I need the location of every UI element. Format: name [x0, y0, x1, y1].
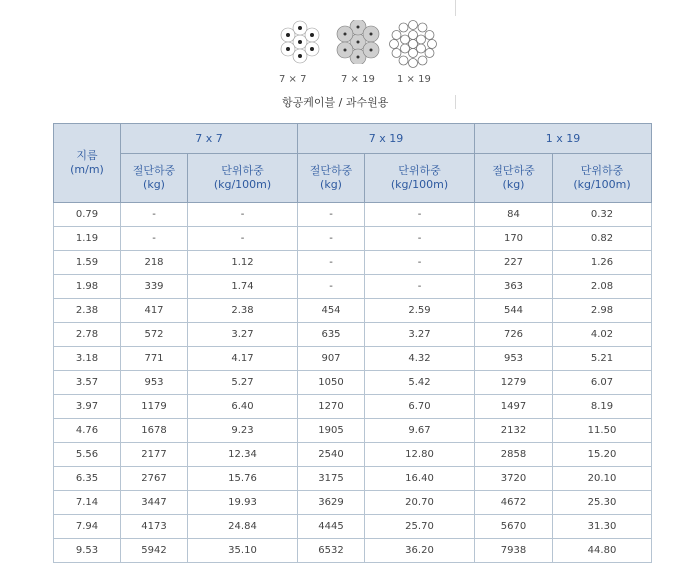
breaking-load-1x19-cell: 3720 [475, 467, 553, 491]
diameter-cell: 5.56 [54, 443, 121, 467]
unit-weight-header [188, 154, 298, 203]
diameter-cell: 6.35 [54, 467, 121, 491]
unit-weight-unit: (kg/100m) [390, 178, 449, 191]
breaking-load-1x19-cell: 170 [475, 227, 553, 251]
unit-weight-1x19-cell: 4.02 [553, 323, 652, 347]
breaking-load-7x7-cell: 953 [121, 371, 188, 395]
diameter-cell: 0.79 [54, 203, 121, 227]
breaking-load-1x19-cell: 2858 [475, 443, 553, 467]
diameter-cell: 7.94 [54, 515, 121, 539]
group-header-7x7: 7 x 7 [121, 124, 298, 154]
breaking-load-7x19-cell: 4445 [298, 515, 365, 539]
unit-weight-7x7-cell: - [188, 203, 298, 227]
unit-weight-1x19-cell: 31.30 [553, 515, 652, 539]
unit-weight-header [553, 154, 652, 203]
breaking-load-label: 절단하중 [309, 164, 353, 177]
spec-table-body [54, 203, 652, 563]
unit-weight-unit: (kg/100m) [213, 178, 272, 191]
unit-weight-1x19-cell: 44.80 [553, 539, 652, 563]
table-row [54, 491, 652, 515]
table-row [54, 515, 652, 539]
unit-weight-label: 단위하중 [580, 164, 624, 177]
breaking-load-1x19-cell: 2132 [475, 419, 553, 443]
unit-weight-unit: (kg/100m) [573, 178, 631, 191]
breaking-load-7x19-cell: 2540 [298, 443, 365, 467]
diameter-cell: 3.97 [54, 395, 121, 419]
unit-weight-7x7-cell: 2.38 [188, 299, 298, 323]
breaking-load-7x7-cell: 3447 [121, 491, 188, 515]
group-header-7x19: 7 x 19 [298, 124, 475, 154]
unit-weight-7x19-cell: 20.70 [365, 491, 475, 515]
diameter-cell: 3.57 [54, 371, 121, 395]
unit-weight-7x19-cell: - [365, 275, 475, 299]
diameter-cell: 9.53 [54, 539, 121, 563]
breaking-load-header [298, 154, 365, 203]
breaking-load-7x7-cell: 339 [121, 275, 188, 299]
breaking-load-1x19-cell: 7938 [475, 539, 553, 563]
unit-weight-7x7-cell: 1.12 [188, 251, 298, 275]
breaking-load-7x19-cell: 6532 [298, 539, 365, 563]
figure-subtitle: 항공케이블 / 과수원용 [282, 96, 389, 109]
table-row [54, 251, 652, 275]
table-row [54, 395, 652, 419]
breaking-load-7x7-cell: 2767 [121, 467, 188, 491]
unit-weight-7x7-cell: 35.10 [188, 539, 298, 563]
diameter-header-unit: (m/m) [70, 163, 104, 176]
unit-weight-1x19-cell: 0.32 [553, 203, 652, 227]
breaking-load-7x7-cell: 1179 [121, 395, 188, 419]
unit-weight-1x19-cell: 6.07 [553, 371, 652, 395]
cable-caption-7x19: 7 × 19 [341, 74, 375, 85]
cable-7x7-cross-section-image [275, 20, 325, 64]
breaking-load-unit: (kg) [143, 178, 165, 191]
breaking-load-label: 절단하중 [132, 164, 176, 177]
breaking-load-unit: (kg) [320, 178, 342, 191]
diameter-header [54, 124, 121, 203]
breaking-load-7x19-cell: 3175 [298, 467, 365, 491]
unit-weight-7x7-cell: 3.27 [188, 323, 298, 347]
breaking-load-7x19-cell: 1270 [298, 395, 365, 419]
unit-weight-label: 단위하중 [221, 164, 264, 177]
diameter-cell: 2.38 [54, 299, 121, 323]
unit-weight-1x19-cell: 2.08 [553, 275, 652, 299]
unit-weight-1x19-cell: 5.21 [553, 347, 652, 371]
unit-weight-7x19-cell: - [365, 251, 475, 275]
table-row [54, 443, 652, 467]
diameter-cell: 3.18 [54, 347, 121, 371]
breaking-load-1x19-cell: 544 [475, 299, 553, 323]
unit-weight-7x7-cell: 12.34 [188, 443, 298, 467]
unit-weight-7x19-cell: 6.70 [365, 395, 475, 419]
cable-caption-7x7: 7 × 7 [279, 74, 307, 85]
cable-1x19-cross-section-image [388, 20, 438, 68]
diameter-cell: 4.76 [54, 419, 121, 443]
diameter-cell: 7.14 [54, 491, 121, 515]
breaking-load-7x7-cell: 1678 [121, 419, 188, 443]
diameter-cell: 1.98 [54, 275, 121, 299]
breaking-load-7x7-cell: 4173 [121, 515, 188, 539]
breaking-load-7x19-cell: 3629 [298, 491, 365, 515]
unit-weight-7x7-cell: 1.74 [188, 275, 298, 299]
table-row [54, 275, 652, 299]
breaking-load-1x19-cell: 1279 [475, 371, 553, 395]
unit-weight-1x19-cell: 2.98 [553, 299, 652, 323]
breaking-load-1x19-cell: 363 [475, 275, 553, 299]
breaking-load-7x7-cell: - [121, 203, 188, 227]
divider-line [455, 0, 456, 16]
unit-weight-header [365, 154, 475, 203]
table-row [54, 539, 652, 563]
table-row [54, 323, 652, 347]
unit-weight-7x7-cell: 19.93 [188, 491, 298, 515]
table-row [54, 419, 652, 443]
unit-weight-7x7-cell: 9.23 [188, 419, 298, 443]
unit-weight-7x19-cell: 5.42 [365, 371, 475, 395]
table-row [54, 347, 652, 371]
unit-weight-7x19-cell: 12.80 [365, 443, 475, 467]
breaking-load-1x19-cell: 1497 [475, 395, 553, 419]
diameter-cell: 1.59 [54, 251, 121, 275]
breaking-load-7x7-cell: 572 [121, 323, 188, 347]
breaking-load-unit: (kg) [502, 178, 525, 191]
breaking-load-7x19-cell: 454 [298, 299, 365, 323]
unit-weight-7x7-cell: 5.27 [188, 371, 298, 395]
breaking-load-7x19-cell: 1050 [298, 371, 365, 395]
diameter-header-label: 지름 [76, 149, 98, 162]
unit-weight-7x7-cell: 24.84 [188, 515, 298, 539]
diameter-cell: 2.78 [54, 323, 121, 347]
unit-weight-1x19-cell: 11.50 [553, 419, 652, 443]
diameter-cell: 1.19 [54, 227, 121, 251]
breaking-load-7x19-cell: - [298, 251, 365, 275]
breaking-load-label: 절단하중 [492, 164, 535, 177]
divider-line [455, 95, 456, 109]
breaking-load-7x7-cell: 2177 [121, 443, 188, 467]
unit-weight-1x19-cell: 8.19 [553, 395, 652, 419]
unit-weight-7x19-cell: 25.70 [365, 515, 475, 539]
unit-weight-7x19-cell: 16.40 [365, 467, 475, 491]
table-row [54, 467, 652, 491]
breaking-load-7x19-cell: - [298, 203, 365, 227]
breaking-load-7x7-cell: - [121, 227, 188, 251]
table-row [54, 371, 652, 395]
breaking-load-7x19-cell: 907 [298, 347, 365, 371]
unit-weight-7x7-cell: - [188, 227, 298, 251]
breaking-load-7x7-cell: 218 [121, 251, 188, 275]
unit-weight-7x19-cell: 2.59 [365, 299, 475, 323]
unit-weight-7x7-cell: 6.40 [188, 395, 298, 419]
breaking-load-7x7-cell: 5942 [121, 539, 188, 563]
unit-weight-label: 단위하중 [398, 164, 441, 177]
unit-weight-7x19-cell: 36.20 [365, 539, 475, 563]
cable-spec-table [53, 123, 652, 563]
breaking-load-7x19-cell: 635 [298, 323, 365, 347]
breaking-load-header [121, 154, 188, 203]
unit-weight-7x7-cell: 15.76 [188, 467, 298, 491]
breaking-load-1x19-cell: 84 [475, 203, 553, 227]
breaking-load-1x19-cell: 726 [475, 323, 553, 347]
breaking-load-7x19-cell: - [298, 275, 365, 299]
unit-weight-1x19-cell: 1.26 [553, 251, 652, 275]
cable-caption-1x19: 1 × 19 [397, 74, 431, 85]
breaking-load-1x19-cell: 953 [475, 347, 553, 371]
breaking-load-1x19-cell: 227 [475, 251, 553, 275]
unit-weight-7x19-cell: - [365, 203, 475, 227]
table-row [54, 203, 652, 227]
breaking-load-1x19-cell: 4672 [475, 491, 553, 515]
unit-weight-1x19-cell: 20.10 [553, 467, 652, 491]
unit-weight-7x19-cell: 3.27 [365, 323, 475, 347]
table-row [54, 299, 652, 323]
group-header-1x19: 1 x 19 [475, 124, 652, 154]
table-row [54, 227, 652, 251]
breaking-load-7x7-cell: 771 [121, 347, 188, 371]
breaking-load-7x19-cell: - [298, 227, 365, 251]
breaking-load-1x19-cell: 5670 [475, 515, 553, 539]
breaking-load-header [475, 154, 553, 203]
unit-weight-1x19-cell: 25.30 [553, 491, 652, 515]
unit-weight-1x19-cell: 0.82 [553, 227, 652, 251]
unit-weight-7x19-cell: - [365, 227, 475, 251]
unit-weight-7x7-cell: 4.17 [188, 347, 298, 371]
cable-7x19-cross-section-image [333, 20, 383, 64]
breaking-load-7x19-cell: 1905 [298, 419, 365, 443]
unit-weight-1x19-cell: 15.20 [553, 443, 652, 467]
unit-weight-7x19-cell: 9.67 [365, 419, 475, 443]
unit-weight-7x19-cell: 4.32 [365, 347, 475, 371]
breaking-load-7x7-cell: 417 [121, 299, 188, 323]
